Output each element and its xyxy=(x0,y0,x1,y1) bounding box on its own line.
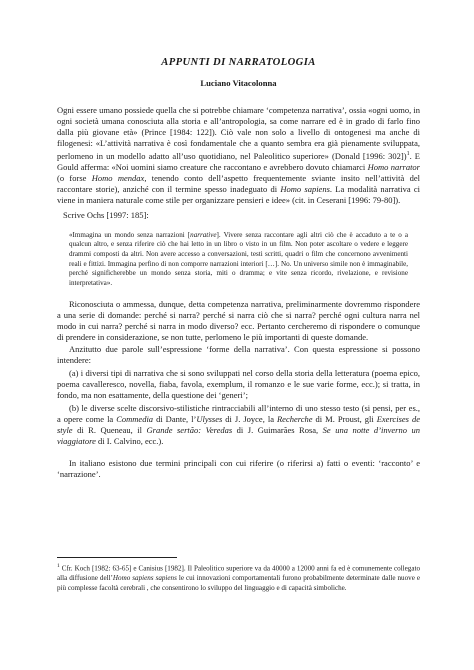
text-run: di Dante, l’ xyxy=(153,414,197,425)
document-title: APPUNTI DI NARRATOLOGIA xyxy=(161,57,316,68)
list-item-b xyxy=(57,403,420,447)
text-run: di I. Calvino, ecc.). xyxy=(95,436,164,447)
text-run: (b) le diverse scelte discorsivo-stilistiche rintracciabili all’interno di uno stesso testo (si pensi, per es., a opere come la xyxy=(57,403,420,425)
work-title: Ulysses xyxy=(196,414,223,425)
text-run: Ogni essere umano possiede quella che si potrebbe chiamare ‘competenza narrativa’, ossia «ogni uomo, in ogni società umana conosciuta alla storia e all’antropologia, sa come narrare ed è in grado di farlo fino dalla più giovane età» (Prince [1984: 122]). Ciò vale non solo a livello di ontogenesi ma anche di filogenesi: «L’attività narrativa è così fondamentale che a quanto sembra era già pienamente sviluppata, perlomeno in un modello adatto all’uso quotidiano, nel Paleolitico superiore» (Donald [1996: 302]) xyxy=(57,105,420,161)
work-title: Exercises de style xyxy=(57,414,420,436)
block-quote xyxy=(69,231,408,289)
italic-term: Homo mendax xyxy=(91,172,145,183)
italic-term: Homo sapiens sapiens xyxy=(112,574,177,583)
italic-term: Homo narrator xyxy=(367,161,420,172)
text-run: «Immagina un mondo senza narrazioni [ xyxy=(69,230,191,239)
work-title: Recherche xyxy=(276,414,313,425)
text-run: Cfr. Koch [1982: 63-65] e Canisius [1982]. Il Paleolitico superiore va da 40000 a 12000 anni fa ed è comunemente collegato alla diffusione dell’ xyxy=(57,564,420,583)
paragraph-domande: Riconosciuta o ammessa, dunque, detta competenza narrativa, preliminarmente dovremmo rispondere a una serie di domande: perché si narra? perché si narra ciò che si narra? perché ogni cultura narra nel modo in cui narra? perché si narra in modo diverso? ecc. Pertanto cercheremo di rispondere o comunque di prendere in considerazione, se non tutte, perlomeno le più importanti di queste domande. xyxy=(57,299,420,343)
text-run: . La modalità narrativa ci viene in maniera naturale come stile per organizzare pensieri e idee» (cit. in Ceserani [1996: 79-80]). xyxy=(57,183,421,205)
text-run: le cui innovazioni comportamentali furono probabilmente determinate dalle nuove e più complesse facoltà cerebrali , che consentirono lo sviluppo del linguaggio e di capacità simboliche. xyxy=(57,574,421,592)
quote-intro: Scrive Ochs [1997: 185]: xyxy=(63,209,149,220)
footnote-divider xyxy=(57,557,177,558)
text-run: . E Gould afferma: «Noi uomini siamo creature che raccontano e avrebbero dovuto chiamarci xyxy=(57,150,420,172)
text-run: di J. Joyce, la xyxy=(222,414,277,425)
work-title: Se una notte d’inverno un viaggiatore xyxy=(57,425,420,447)
list-item-a: (a) i diversi tipi di narrativa che si sono sviluppati nel corso della storia della letteratura (poema epico, poema cavalleresco, novella, fiaba, favola, exemplum, il romanzo e le sue varie forme, ecc.); si tratta, in fondo, ma non esattamente, della questione dei ‘generi’; xyxy=(57,368,420,401)
paragraph-racconto-narrazione: In italiano esistono due termini principali con cui riferire (o riferirsi a) fatti o eventi: ‘racconto’ e ‘narrazione’. xyxy=(57,458,420,480)
paragraph-competenza-narrativa xyxy=(57,105,420,206)
text-run: (o forse xyxy=(57,172,92,183)
footnote xyxy=(57,562,420,593)
work-title: Commedia xyxy=(116,414,154,425)
footnote-ref: 1 xyxy=(406,151,410,157)
text-run: di J. Guimarães Rosa, xyxy=(232,425,323,436)
text-run: ]. Vivere senza raccontare agli altri ciò che è accaduto a te o a qualcun altro, e senza riferire ciò che hai letto in un libro o visto in un film. Non poter ascoltare o vedere e leggere drammi composti da altri. Non avere accesso a conversazioni, testi scritti, quadri o film che concernono avvenimenti reali e fittizi. Immagina perfino di non comporre narrazioni interiori […]. No. Un universo simile non è immaginabile, perché significherebbe un mondo senza storia, miti o dramma; e vite senza ricordo, rivelazione, e revisione interpretativa». xyxy=(69,230,409,287)
footnote-number: 1 xyxy=(57,563,60,570)
italic-term: Homo sapiens xyxy=(280,183,330,194)
author-name: Luciano Vitacolonna xyxy=(200,78,277,88)
text-run: , tenendo conto dell’aspetto frequentemente sviante insito nell’attività del raccontare storie), anziché con il termine spesso inadeguato di xyxy=(57,172,421,194)
document-page xyxy=(57,57,420,593)
text-run: di R. Queneau, il xyxy=(72,425,147,436)
text-run: di M. Proust, gli xyxy=(312,414,377,425)
paragraph-forme-narrativa: Anzitutto due parole sull’espressione ‘forme della narrativa’. Con questa espressione si possono intendere: xyxy=(57,344,420,366)
work-title: Grande sertão: Veredas xyxy=(146,425,233,436)
italic-term: narrative xyxy=(190,230,217,239)
